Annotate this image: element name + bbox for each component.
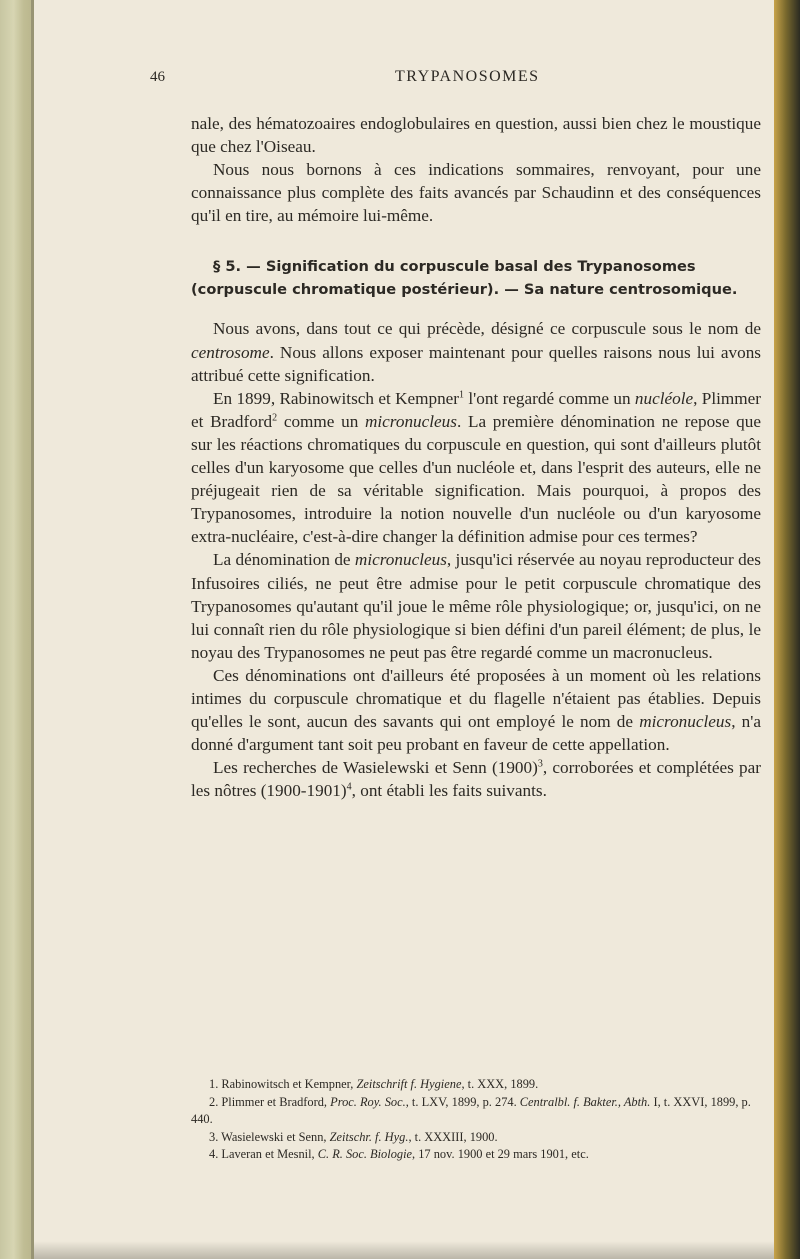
paragraph-text: Ces dénominations ont d'ailleurs été proposées à un moment où les relations intimes du corpuscule chromatique et du flagelle n'étaient pas établies. Depuis qu'elles le sont, aucun des savants qui ont employé le nom de [191,665,761,732]
italic-term: micronucleus [354,550,447,570]
paragraph-text: . La première dénomination ne repose que sur les réactions chromatiques du corpuscule en question, qui sont d'ailleurs plutôt celles d'un karyosome que celles d'un nucléole et, dans l'esprit des auteurs, elle ne préjugeait rien de sa véritable signification. Mais pourquoi, à propos des Trypanosomes, introduire la notion nouvelle d'un nucléole ou d'un karyosome extra-nucléaire, c'est-à-dire changer la définition admise pour ces termes? [191,411,761,547]
footnote-4 [191,1146,761,1164]
footnote-2 [191,1094,761,1129]
running-title: TRYPANOSOMES [395,68,540,85]
footnote-text: , t. XXX, 1899. [461,1077,539,1091]
footnote-ref: 4 [346,781,352,793]
footnote-text: 1. Rabinowitsch et Kempner, [209,1077,357,1091]
footnote-ref: 2 [272,412,278,424]
section-heading-line1: § 5. — Signification du corpuscule basal des Trypanosomes [213,258,696,276]
section-heading [191,255,761,301]
footnote-1 [191,1076,761,1094]
paragraph-2 [191,387,761,549]
italic-term: nucléole [634,388,694,408]
intro-paragraph: Nous nous bornons à ces indications sommaires, renvoyant, pour une connaissance plus complète des faits avancés par Schaudinn et des conséquences qu'il en tire, au mémoire lui-même. [191,160,761,226]
italic-term: micronucleus [364,411,457,431]
footnote-ref: 3 [537,758,543,770]
paragraph-text: . Nous allons exposer maintenant pour quelles raisons nous lui avons attribué cette signification. [191,342,761,385]
paragraph-4 [191,664,761,756]
book-page [150,0,782,1259]
footnote-3 [191,1129,761,1147]
footnote-text: , 17 nov. 1900 et 29 mars 1901, etc. [412,1147,589,1162]
section-heading-line2: (corpuscule chromatique postérieur). — Sa nature centrosomique. [191,281,738,299]
footnote-text: 3. Wasielewski et Senn, [209,1129,330,1144]
paragraph-5 [191,756,761,802]
paragraph-text: , corroborées et complétées par les nôtres (1900-1901) [191,758,761,801]
paragraph-text: , n'a donné d'argument tant soit peu probant en faveur de cette appellation. [191,712,761,755]
italic-term: centrosome [191,342,270,362]
paragraph-text: , Plimmer et Bradford [191,388,761,431]
paragraph-text: , jusqu'ici réservée au noyau reproducteur des Infusoires ciliés, ne peut être admise pour le petit corpuscule chromatique des Trypanosomes qu'autant qu'il joue le même rôle physiologique; or, jusqu'ici, on ne lui connaît rien du rôle physiologique si bien défini d'un pareil élément; de plus, le noyau des Trypanosomes ne peut pas être regardé comme un macronucleus. [191,550,761,662]
book-gutter-left [0,0,34,1259]
page-header [150,64,782,94]
page-number: 46 [150,69,165,85]
footnote-text: I, t. XXVI, 1899, p. 440. [191,1094,751,1127]
paragraph-text: , ont établi les faits suivants. [351,781,547,801]
footnote-text: , t. LXV, 1899, p. 274. [405,1094,520,1109]
footnote-text: 4. Laveran et Mesnil, [209,1147,318,1162]
paragraph-text: Nous avons, dans tout ce qui précède, désigné ce corpuscule sous le nom de [213,319,761,339]
paragraph-text: comme un [277,411,365,431]
paragraph-text: Les recherches de Wasielewski et Senn (1900) [213,758,538,778]
body-text [191,112,761,802]
footnote-journal: Proc. Roy. Soc. [330,1094,406,1109]
footnote-journal: Zeitschrift f. Hygiene [356,1077,462,1091]
footnotes [191,1076,761,1164]
footnote-journal: C. R. Soc. Biologie [317,1147,413,1162]
footnote-text: 2. Plimmer et Bradford, [209,1094,331,1109]
paragraph-1 [191,317,761,386]
intro-continuation: nale, des hématozoaires endoglobulaires en question, aussi bien chez le moustique que chez l'Oiseau. [191,114,761,157]
footnote-journal: Centralbl. f. Bakter., Abth. [519,1094,651,1109]
footnote-ref: 1 [459,389,465,401]
footnote-text: , t. XXXIII, 1900. [408,1129,498,1144]
italic-term: micronucleus [639,712,732,732]
paragraph-text: En 1899, Rabinowitsch et Kempner [213,388,460,408]
paragraph-text: La dénomination de [213,550,355,570]
footnote-journal: Zeitschr. f. Hyg. [329,1129,409,1144]
paragraph-3 [191,548,761,663]
paragraph-text: l'ont regardé comme un [464,388,635,408]
